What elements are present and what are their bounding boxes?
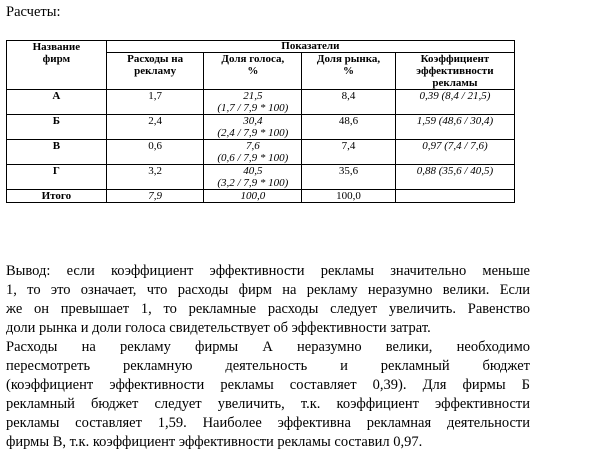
- total-label: Итого: [7, 190, 107, 203]
- header-voice-share: Доля голоса, %: [204, 53, 302, 90]
- header-expenses: Расходы на рекламу: [106, 53, 204, 90]
- total-expenses: 7,9: [106, 190, 204, 203]
- conclusion-line: пересмотреть рекламную деятельность и рекламный бюджет: [6, 358, 530, 374]
- total-market-share: 100,0: [302, 190, 396, 203]
- table-row: [7, 115, 515, 140]
- table-header-row: [7, 41, 515, 53]
- firm-name: Б: [7, 115, 107, 140]
- calculation-table: [6, 40, 515, 203]
- table-row: [7, 165, 515, 190]
- conclusion-text: [6, 262, 530, 452]
- table-total-row: [7, 190, 515, 203]
- voice-share-value: 7,6 (0,6 / 7,9 * 100): [204, 140, 302, 165]
- conclusion-line: рекламный бюджет следует увеличить, т.к. коэффициент эффективности: [6, 396, 530, 412]
- firm-name: В: [7, 140, 107, 165]
- voice-share-value: 30,4 (2,4 / 7,9 * 100): [204, 115, 302, 140]
- expenses-value: 2,4: [106, 115, 204, 140]
- conclusion-line: же он превышает 1, то рекламные расходы следует увеличить. Равенство: [6, 301, 530, 317]
- firm-name: А: [7, 90, 107, 115]
- conclusion-line: Расходы на рекламу фирмы А неразумно велики, необходимо: [6, 339, 530, 355]
- header-efficiency: Коэффициент эффективности рекламы: [395, 53, 514, 90]
- efficiency-value: 0,39 (8,4 / 21,5): [395, 90, 514, 115]
- total-voice-share: 100,0: [204, 190, 302, 203]
- expenses-value: 1,7: [106, 90, 204, 115]
- market-share-value: 7,4: [302, 140, 396, 165]
- conclusion-line: фирмы В, т.к. коэффициент эффективности рекламы составил 0,97.: [6, 434, 423, 450]
- firm-name: Г: [7, 165, 107, 190]
- conclusion-line: Вывод: если коэффициент эффективности рекламы значительно меньше: [6, 263, 530, 279]
- expenses-value: 0,6: [106, 140, 204, 165]
- market-share-value: 48,6: [302, 115, 396, 140]
- efficiency-value: 0,97 (7,4 / 7,6): [395, 140, 514, 165]
- conclusion-line: рекламы составляет 1,59. Наиболее эффективна рекламная деятельности: [6, 415, 530, 431]
- header-market-share: Доля рынка, %: [302, 53, 396, 90]
- conclusion-line: доли рынка и доли голоса свидетельствует об эффективности затрат.: [6, 320, 431, 336]
- header-firm-name: Название фирм: [7, 41, 107, 90]
- table-row: [7, 90, 515, 115]
- total-efficiency: [395, 190, 514, 203]
- table-row: [7, 140, 515, 165]
- page-heading: Расчеты:: [6, 4, 61, 20]
- market-share-value: 35,6: [302, 165, 396, 190]
- market-share-value: 8,4: [302, 90, 396, 115]
- conclusion-line: (коэффициент эффективности рекламы составляет 0,39). Для фирмы Б: [6, 377, 530, 393]
- conclusion-line: 1, то это означает, что расходы фирм на рекламу неразумно велики. Если: [6, 282, 530, 298]
- header-indicators: Показатели: [106, 41, 514, 53]
- voice-share-value: 21,5 (1,7 / 7,9 * 100): [204, 90, 302, 115]
- efficiency-value: 0,88 (35,6 / 40,5): [395, 165, 514, 190]
- efficiency-value: 1,59 (48,6 / 30,4): [395, 115, 514, 140]
- expenses-value: 3,2: [106, 165, 204, 190]
- voice-share-value: 40,5 (3,2 / 7,9 * 100): [204, 165, 302, 190]
